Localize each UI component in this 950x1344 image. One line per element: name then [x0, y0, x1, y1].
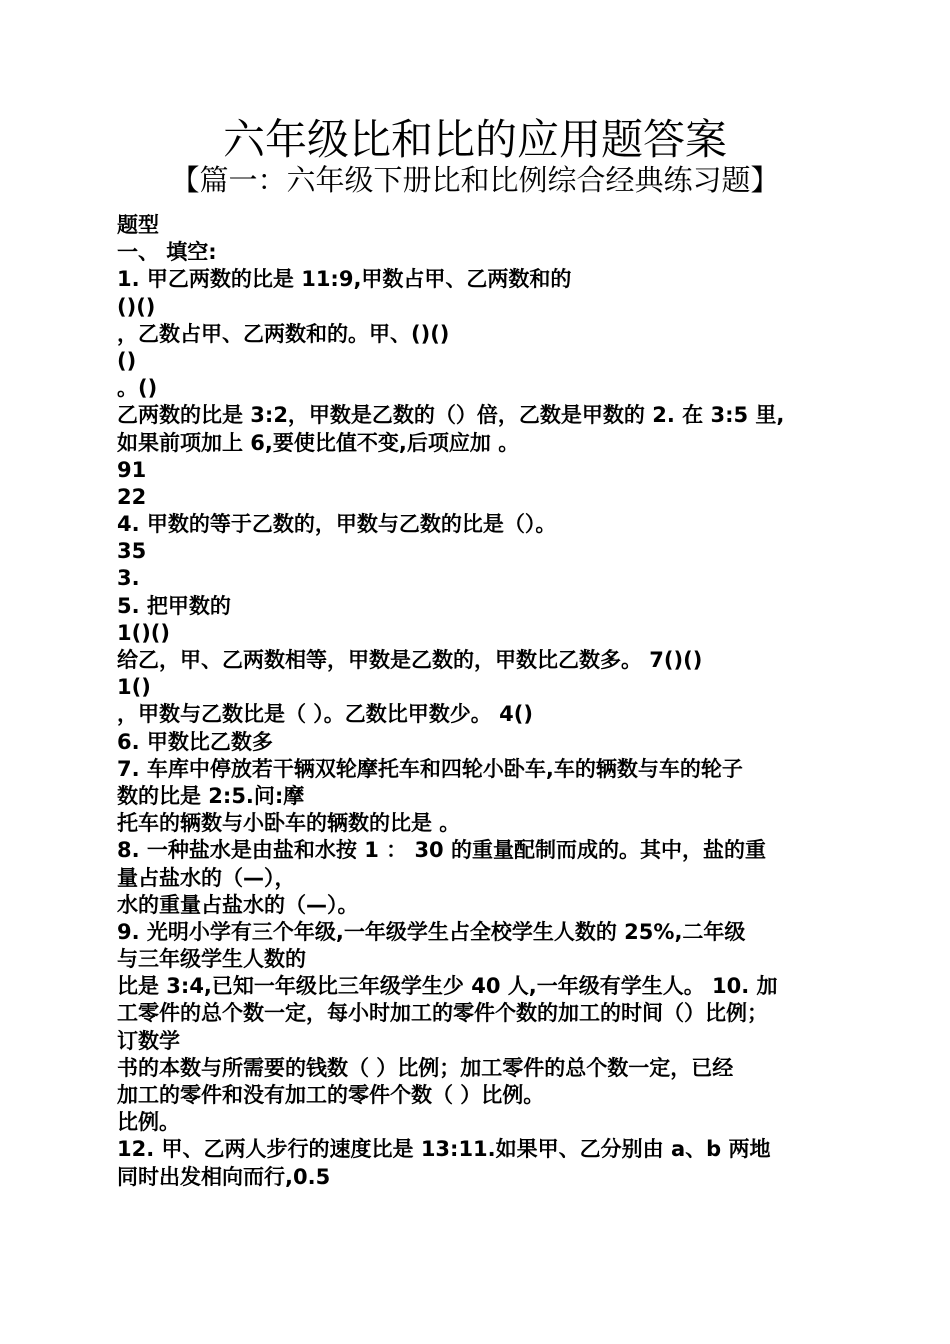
text-line: 3.: [117, 566, 140, 591]
text-line: 加工的零件和没有加工的零件个数（ ）比例。: [117, 1083, 545, 1107]
text-line: 书的本数与所需要的钱数（ ）比例；加工零件的总个数一定，已经: [117, 1055, 734, 1080]
text-line: 12. 甲、乙两人步行的速度比是 13:11.如果甲、乙分别由 a、b 两地: [117, 1137, 771, 1162]
text-line: 同时出发相向而行,0.5: [117, 1164, 331, 1189]
text-line: 4. 甲数的等于乙数的，甲数与乙数的比是（）。: [117, 512, 557, 537]
text-line: 6. 甲数比乙数多: [117, 729, 273, 754]
text-line: 1()(): [117, 620, 171, 645]
text-line: 。(): [117, 376, 158, 401]
text-line: 1(): [117, 675, 151, 700]
text-line: 乙两数的比是 3:2，甲数是乙数的（）倍，乙数是甲数的 2. 在 3:5 里,: [117, 403, 785, 428]
text-line: 托车的辆数与小卧车的辆数的比是 。: [117, 811, 461, 836]
text-line: 35: [117, 539, 147, 564]
text-line: 比是 3:4,已知一年级比三年级学生少 40 人,一年级有学生人。 10. 加: [117, 974, 778, 999]
text-line: (): [117, 348, 137, 373]
text-line: 9. 光明小学有三个年级,一年级学生占全校学生人数的 25%,二年级: [117, 919, 746, 944]
text-line: 5. 把甲数的: [117, 593, 231, 618]
text-line: 水的重量占盐水的（—）。: [117, 892, 359, 917]
text-line: 22: [117, 484, 147, 509]
text-line: ()(): [117, 294, 156, 319]
document-body: [117, 212, 852, 1191]
text-line: 7. 车库中停放若干辆双轮摩托车和四轮小卧车,车的辆数与车的轮子: [117, 756, 743, 781]
text-line: 1. 甲乙两数的比是 11:9,甲数占甲、乙两数和的: [117, 267, 572, 292]
text-line: ，乙数占甲、乙两数和的。甲、()(): [117, 321, 450, 346]
text-line: 8. 一种盐水是由盐和水按 1 ： 30 的重量配制而成的。其中，盐的重: [117, 838, 766, 863]
text-line: 量占盐水的（—），: [117, 865, 296, 890]
text-line: ，甲数与乙数比是（ ）。乙数比甲数少。 4(): [117, 702, 533, 727]
text-line: 比例。: [117, 1110, 180, 1135]
text-line: 数的比是 2:5.问:摩: [117, 783, 305, 808]
text-line: 如果前项加上 6,要使比值不变,后项应加 。: [117, 430, 520, 455]
document-title: 六年级比和比的应用题答案: [222, 115, 727, 164]
document-subtitle: 【篇一：六年级下册比和比例综合经典练习题】: [170, 163, 780, 197]
text-line: 与三年级学生人数的: [117, 947, 306, 972]
text-line: 订数学: [117, 1028, 180, 1053]
text-line: 给乙，甲、乙两数相等，甲数是乙数的，甲数比乙数多。 7()(): [117, 648, 703, 672]
text-line: 工零件的总个数一定，每小时加工的零件个数的加工的时间（）比例；: [117, 1001, 768, 1026]
text-line: 题型: [117, 213, 159, 237]
text-line: 91: [117, 457, 147, 482]
text-line: 一、 填空:: [117, 240, 217, 265]
